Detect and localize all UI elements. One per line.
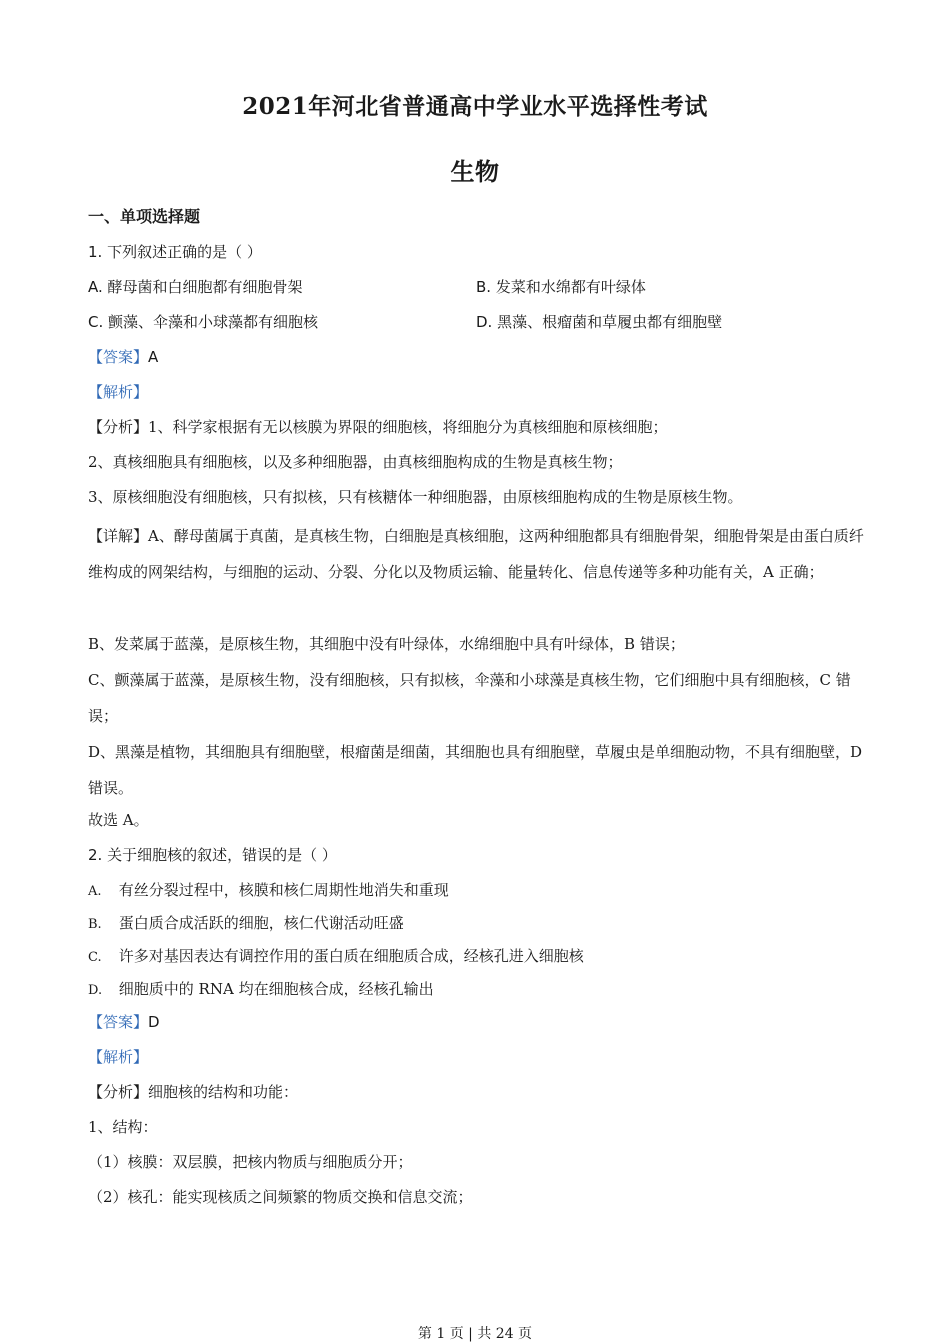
question-1-options-row-2 — [88, 308, 868, 343]
question-text: 关于细胞核的叙述，错误的是（ ） — [107, 846, 337, 864]
detail-paragraph-c: C、颤藻属于蓝藻，是原核生物，没有细胞核，只有拟核，伞藻和小球藻是真核生物，它们细胞中具有细胞核，C 错误； — [88, 671, 851, 725]
answer-tag: 【答案】 — [88, 348, 149, 366]
option-text: 细胞质中的 RNA 均在细胞核合成，经核孔输出 — [118, 980, 434, 998]
detail-paragraph-a: 【详解】A、酵母菌属于真菌，是真核生物，白细胞是真核细胞，这两种细胞都具有细胞骨架，细胞骨架是由蛋白质纤维构成的网架结构，与细胞的运动、分裂、分化以及物质运输、能量转化、信息传递等多种功能有关，A 正确； — [88, 527, 864, 581]
option-letter: D. — [476, 313, 493, 331]
question-number: 1. — [88, 243, 103, 261]
question-1-options-row-1 — [88, 273, 868, 308]
question-number: 2. — [88, 846, 103, 864]
page-footer: 第 1 页 | 共 24 页 — [417, 1326, 533, 1342]
exam-title: 2021年河北省普通高中学业水平选择性考试 — [242, 93, 708, 120]
question-1-stem — [88, 238, 868, 273]
option-letter: B. — [476, 278, 492, 296]
detail-paragraph-b: B、发菜属于蓝藻，是原核生物，其细胞中没有叶绿体，水绵细胞中具有叶绿体，B 错误； — [88, 635, 685, 653]
question-2-option-b — [88, 909, 868, 942]
option-c — [88, 308, 476, 343]
question-1-conclusion: 故选 A。 — [88, 811, 149, 829]
detail-paragraph-d: D、黑藻是植物，其细胞具有细胞壁，根瘤菌是细菌，其细胞也具有细胞壁，草履虫是单细胞动物，不具有细胞壁，D 错误。 — [88, 743, 863, 797]
option-letter: C. — [88, 950, 102, 965]
analysis-line: （2）核孔：能实现核质之间频繁的物质交换和信息交流； — [88, 1188, 473, 1206]
question-1-answer — [88, 343, 868, 378]
question-2-stem — [88, 841, 868, 876]
option-letter: A. — [88, 278, 103, 296]
subject-title: 生物 — [450, 157, 500, 186]
option-a — [88, 273, 476, 308]
option-letter: A. — [88, 884, 102, 899]
question-2-answer — [88, 1008, 868, 1043]
option-text: 颤藻、伞藻和小球藻都有细胞核 — [108, 313, 319, 331]
analysis-line: （1）核膜：双层膜，把核内物质与细胞质分开； — [88, 1153, 413, 1171]
option-text: 酵母菌和白细胞都有细胞骨架 — [107, 278, 303, 296]
page-content — [88, 203, 868, 1218]
answer-tag: 【答案】 — [88, 1013, 149, 1031]
question-text: 下列叙述正确的是（ ） — [107, 243, 262, 261]
option-letter: C. — [88, 313, 104, 331]
analysis-line: 【分析】细胞核的结构和功能： — [88, 1083, 299, 1101]
option-letter: B. — [88, 917, 102, 932]
analysis-line: 1、结构： — [88, 1118, 158, 1136]
option-letter: D. — [88, 983, 103, 998]
question-2-option-c — [88, 942, 868, 975]
option-b — [476, 273, 868, 308]
option-text: 发菜和水绵都有叶绿体 — [495, 278, 646, 296]
option-text: 有丝分裂过程中，核膜和核仁周期性地消失和重现 — [118, 881, 449, 899]
option-text: 黑藻、根瘤菌和草履虫都有细胞壁 — [497, 313, 723, 331]
analysis-line: 3、原核细胞没有细胞核，只有拟核，只有核糖体一种细胞器，由原核细胞构成的生物是原核生物。 — [88, 488, 743, 506]
answer-value: A — [148, 348, 159, 366]
option-text: 许多对基因表达有调控作用的蛋白质在细胞质合成，经核孔进入细胞核 — [118, 947, 584, 965]
section-heading: 一、单项选择题 — [88, 207, 201, 226]
analysis-line: 2、真核细胞具有细胞核，以及多种细胞器，由真核细胞构成的生物是真核生物； — [88, 453, 623, 471]
option-text: 蛋白质合成活跃的细胞，核仁代谢活动旺盛 — [118, 914, 404, 932]
question-2-option-a — [88, 876, 868, 909]
answer-value: D — [148, 1013, 160, 1031]
question-2-option-d — [88, 975, 868, 1008]
analysis-line: 【分析】1、科学家根据有无以核膜为界限的细胞核，将细胞分为真核细胞和原核细胞； — [88, 418, 668, 436]
option-d — [476, 308, 868, 343]
question-1-analysis-tag: 【解析】 — [88, 383, 149, 401]
question-2-analysis-tag: 【解析】 — [88, 1048, 149, 1066]
